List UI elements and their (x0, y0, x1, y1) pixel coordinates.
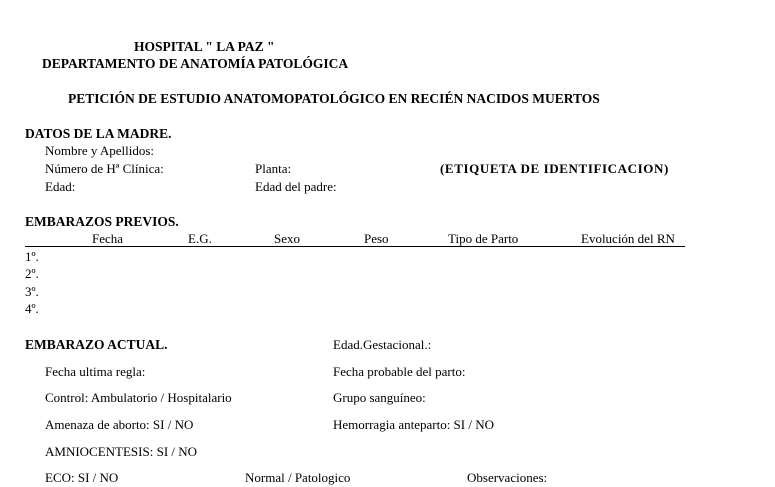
hospital-name: HOSPITAL " LA PAZ " (134, 39, 275, 54)
department-name: DEPARTAMENTO DE ANATOMÍA PATOLÓGICA (42, 56, 349, 71)
label-fecha-ultima-regla: Fecha ultima regla: (45, 364, 146, 379)
label-historia-clinica: Número de Hª Clínica: (45, 161, 164, 176)
label-normal-patologico: Normal / Patologico (245, 470, 351, 485)
label-edad-gestacional: Edad.Gestacional.: (333, 337, 432, 352)
label-control: Control: Ambulatorio / Hospitalario (45, 390, 232, 405)
label-edad-padre: Edad del padre: (255, 179, 337, 194)
label-etiqueta: (ETIQUETA DE IDENTIFICACION) (440, 161, 669, 176)
label-eco: ECO: SI / NO (45, 470, 119, 485)
label-planta: Planta: (255, 161, 292, 176)
column-header-evolucion-rn: Evolución del RN (581, 231, 675, 246)
section-heading-madre: DATOS DE LA MADRE. (25, 126, 172, 141)
label-grupo-sanguineo: Grupo sanguíneo: (333, 390, 426, 405)
table-header-rule (25, 246, 685, 247)
column-header-peso: Peso (364, 231, 389, 246)
column-header-eg: E.G. (188, 231, 212, 246)
label-hemorragia-anteparto: Hemorragia anteparto: SI / NO (333, 417, 495, 432)
section-heading-embarazos-previos: EMBARAZOS PREVIOS. (25, 214, 179, 229)
column-header-tipo-parto: Tipo de Parto (448, 231, 519, 246)
label-amniocentesis: AMNIOCENTESIS: SI / NO (45, 444, 198, 459)
table-row-label: 1º. (25, 249, 39, 264)
table-row-label: 4º. (25, 301, 39, 316)
table-row-label: 3º. (25, 284, 39, 299)
column-header-sexo: Sexo (274, 231, 300, 246)
label-fecha-probable-parto: Fecha probable del parto: (333, 364, 466, 379)
label-amenaza-aborto: Amenaza de aborto: SI / NO (45, 417, 194, 432)
section-heading-embarazo-actual: EMBARAZO ACTUAL. (25, 337, 168, 352)
label-observaciones: Observaciones: (467, 470, 548, 485)
table-row-label: 2º. (25, 266, 39, 281)
label-edad: Edad: (45, 179, 76, 194)
column-header-fecha: Fecha (92, 231, 124, 246)
label-nombre: Nombre y Apellidos: (45, 143, 155, 158)
form-title: PETICIÓN DE ESTUDIO ANATOMOPATOLÓGICO EN RECIÉN NACIDOS MUERTOS (68, 91, 600, 106)
